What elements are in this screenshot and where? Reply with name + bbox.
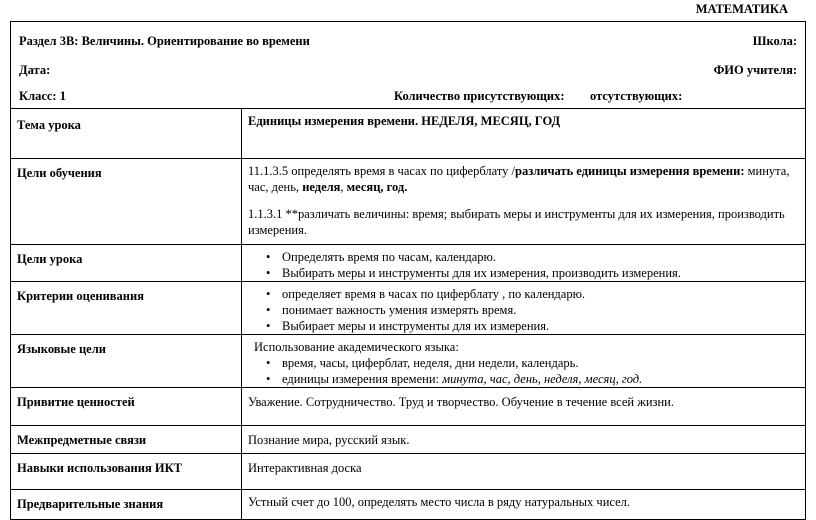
values-label: Привитие ценностей [11,388,242,426]
table-row [11,454,806,490]
goals-text: минута, час, день, [248,164,790,194]
goals-value [242,159,806,245]
prior-value: Устный счет до 100, определять место числа в ряду натуральных чисел. [242,490,806,520]
section-label: Раздел 3В: Величины. Ориентирование во времени [19,34,310,48]
table-row [11,426,806,454]
school-label: Школа: [752,34,797,48]
language-units-text: единицы измерения времени: [282,372,443,386]
table-row [11,388,806,426]
table-row [11,335,806,388]
subject-title: МАТЕМАТИКА [695,2,788,16]
language-value [242,335,806,388]
table-row [11,245,806,282]
topic-value: Единицы измерения времени. НЕДЕЛЯ, МЕСЯЦ, ГОД [242,109,806,159]
table-row [11,159,806,245]
list-item: • время, часы, циферблат, неделя, дни недели, календарь. [248,355,799,371]
list-item [248,371,799,387]
criteria-label: Критерии оценивания [11,282,242,335]
topic-label: Тема урока [11,109,242,159]
date-label: Дата: [19,63,51,77]
grade-label: Класс: 1 [19,89,66,103]
table-row [11,109,806,159]
interdisciplinary-label: Межпредметные связи [11,426,242,454]
interdisciplinary-value: Познание мира, русский язык. [242,426,806,454]
goals-text-bold: различать единицы измерения времени: [515,164,745,178]
teacher-label: ФИО учителя: [713,63,797,77]
goals-text: 1.1.3.1 **различать величины: время; выбирать меры и инструменты для их измерения, производить измерения. [248,207,785,237]
absent-count-label: отсутствующих: [590,89,683,103]
prior-label: Предварительные знания [11,490,242,520]
language-intro: Использование академического языка: [254,340,459,354]
table-row [11,490,806,520]
list-item: • определяет время в часах по циферблату , по календарю. [248,286,799,302]
goals-text: , [340,180,347,194]
list-item: • Выбирает меры и инструменты для их измерения. [248,318,799,334]
lesson-header [10,21,806,109]
criteria-value [242,282,806,335]
goals-text: 11.1.3.5 определять время в часах по циферблату / [248,164,516,178]
lesson-goals-value [242,245,806,282]
lesson-plan [10,21,806,511]
table-row [11,282,806,335]
language-units-italic: минута, час, день, неделя, месяц, год. [442,372,643,386]
list-item: • понимает важность умения измерять время. [248,302,799,318]
ict-value: Интерактивная доска [242,454,806,490]
list-item: • Определять время по часам, календарю. [248,249,799,265]
goals-text-bold: неделя [302,180,341,194]
lesson-table [10,108,806,520]
values-value: Уважение. Сотрудничество. Труд и творчество. Обучение в течение всей жизни. [242,388,806,426]
goals-label: Цели обучения [11,159,242,245]
lesson-goals-label: Цели урока [11,245,242,282]
language-label: Языковые цели [11,335,242,388]
present-count-label: Количество присутствующих: [394,89,565,103]
ict-label: Навыки использования ИКТ [11,454,242,490]
goals-text-bold: месяц, год. [346,180,408,194]
list-item: • Выбирать меры и инструменты для их измерения, производить измерения. [248,265,799,281]
